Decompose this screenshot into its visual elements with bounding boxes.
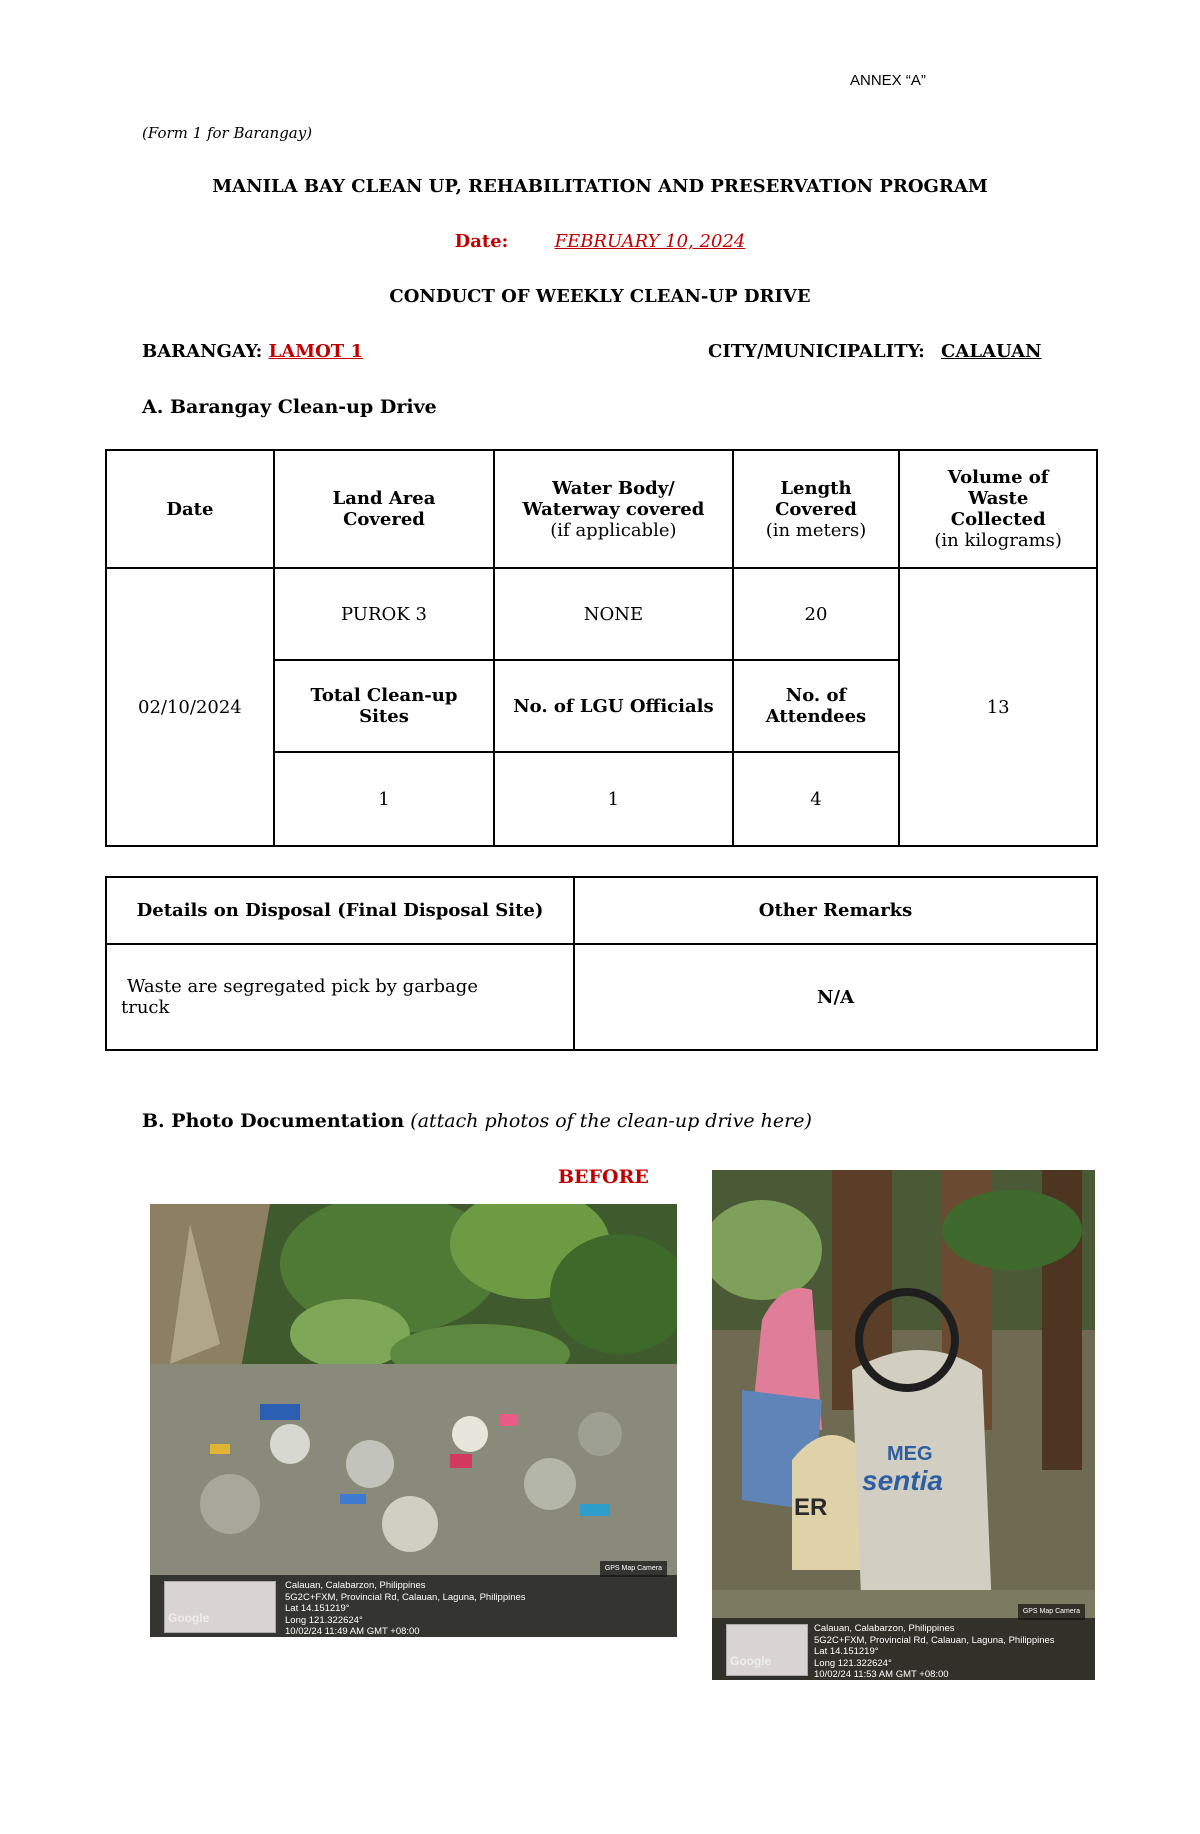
- gps-long: Long 121.322624°: [285, 1614, 363, 1626]
- disposal-table: [105, 876, 1098, 1051]
- header-total-sites: [274, 660, 494, 752]
- header-volume-line3: Collected: [950, 509, 1046, 530]
- map-thumbnail: [726, 1624, 808, 1676]
- header-length-line2: Covered: [775, 498, 857, 520]
- map-label: Google: [730, 1654, 772, 1668]
- barangay-label: BARANGAY:: [142, 341, 263, 362]
- gps-address: 5G2C+FXM, Provincial Rd, Calauan, Laguna, Philippines: [814, 1634, 1055, 1646]
- cell-water-body: NONE: [494, 568, 732, 660]
- header-length: [733, 450, 900, 568]
- header-land-area-line2: Covered: [343, 509, 425, 530]
- table-header-row: [106, 877, 1097, 944]
- document-title: MANILA BAY CLEAN UP, REHABILITATION AND PRESERVATION PROGRAM: [212, 176, 988, 197]
- cell-total-sites: 1: [274, 752, 494, 846]
- header-disposal: Details on Disposal (Final Disposal Site): [106, 877, 574, 944]
- map-label: Google: [168, 1611, 210, 1625]
- before-label: BEFORE: [558, 1166, 649, 1188]
- gps-location: Calauan, Calabarzon, Philippines: [814, 1623, 955, 1634]
- section-a-title: A. Barangay Clean-up Drive: [142, 396, 437, 418]
- cell-disposal-line1: Waste are segregated pick by garbage: [127, 976, 478, 997]
- map-thumbnail: [164, 1581, 276, 1633]
- city-line: [708, 341, 1042, 362]
- header-attendees-line1: No. of: [785, 685, 847, 706]
- table-row: [106, 568, 1097, 660]
- date-value: FEBRUARY 10, 2024: [554, 231, 746, 252]
- section-b-title: [142, 1110, 812, 1132]
- gps-tag: GPS Map Camera: [1018, 1604, 1085, 1620]
- gps-tag: GPS Map Camera: [600, 1561, 667, 1577]
- gps-address: 5G2C+FXM, Provincial Rd, Calauan, Laguna, Philippines: [285, 1591, 526, 1603]
- header-attendees-line2: Attendees: [765, 706, 867, 727]
- bag-text-3: ER: [794, 1494, 828, 1521]
- header-length-line3: (in meters): [765, 519, 867, 541]
- annex-label: ANNEX “A”: [850, 72, 926, 89]
- table-header-row: [106, 450, 1097, 568]
- header-water-body-line3: (if applicable): [550, 519, 677, 541]
- gps-location: Calauan, Calabarzon, Philippines: [285, 1580, 426, 1591]
- header-total-sites-line2: Sites: [359, 706, 409, 727]
- header-date: Date: [106, 450, 274, 568]
- header-attendees: [733, 660, 900, 752]
- gps-text: [814, 1623, 1055, 1680]
- photo-before-1: [150, 1204, 677, 1637]
- date-label: Date:: [454, 231, 509, 252]
- gps-text: [285, 1580, 526, 1637]
- barangay-value: LAMOT 1: [268, 341, 363, 362]
- header-volume-line2: Waste: [968, 488, 1029, 509]
- header-water-body-line2: Waterway covered: [522, 498, 705, 520]
- garbage-pile-image: [150, 1204, 677, 1637]
- cleanup-drive-table: [105, 449, 1098, 847]
- document-subtitle: CONDUCT OF WEEKLY CLEAN-UP DRIVE: [389, 286, 811, 307]
- gps-long: Long 121.322624°: [814, 1657, 892, 1669]
- header-land-area: [274, 450, 494, 568]
- gps-lat: Lat 14.151219°: [285, 1603, 350, 1614]
- header-volume: [899, 450, 1097, 568]
- bag-text-2: sentia: [862, 1465, 943, 1496]
- cell-date: 02/10/2024: [106, 568, 274, 846]
- cell-land-area: PUROK 3: [274, 568, 494, 660]
- header-volume-line4: (in kilograms): [934, 530, 1062, 551]
- table-row: [106, 944, 1097, 1050]
- gps-overlay: [150, 1565, 677, 1637]
- cell-length: 20: [733, 568, 900, 660]
- header-total-sites-line1: Total Clean-up: [310, 685, 458, 706]
- section-b-title-italic: (attach photos of the clean-up drive here): [410, 1110, 812, 1132]
- cell-lgu-officials: 1: [494, 752, 732, 846]
- gps-timestamp: 10/02/24 11:53 AM GMT +08:00: [814, 1669, 949, 1680]
- cell-volume: 13: [899, 568, 1097, 846]
- header-water-body-line1: Water Body/: [552, 477, 675, 499]
- header-water-body: [494, 450, 732, 568]
- form-label: (Form 1 for Barangay): [142, 124, 313, 142]
- header-length-line1: Length: [780, 477, 852, 499]
- photo-before-2: [712, 1170, 1095, 1680]
- gps-overlay: [712, 1608, 1095, 1680]
- city-value: CALAUAN: [941, 341, 1042, 362]
- header-lgu-officials: No. of LGU Officials: [494, 660, 732, 752]
- header-volume-line1: Volume of: [947, 467, 1049, 488]
- gps-lat: Lat 14.151219°: [814, 1646, 879, 1657]
- header-remarks: Other Remarks: [574, 877, 1097, 944]
- cell-disposal: [106, 944, 574, 1050]
- header-land-area-line1: Land Area: [332, 488, 436, 509]
- gps-timestamp: 10/02/24 11:49 AM GMT +08:00: [285, 1626, 420, 1637]
- cell-disposal-line2: truck: [121, 997, 170, 1018]
- bag-text-1: MEG: [887, 1443, 933, 1465]
- cell-remarks: N/A: [574, 944, 1097, 1050]
- cell-attendees: 4: [733, 752, 900, 846]
- city-label: CITY/MUNICIPALITY:: [708, 341, 925, 362]
- section-b-title-bold: B. Photo Documentation: [142, 1110, 405, 1132]
- date-line: [0, 231, 1200, 252]
- barangay-line: [142, 341, 399, 362]
